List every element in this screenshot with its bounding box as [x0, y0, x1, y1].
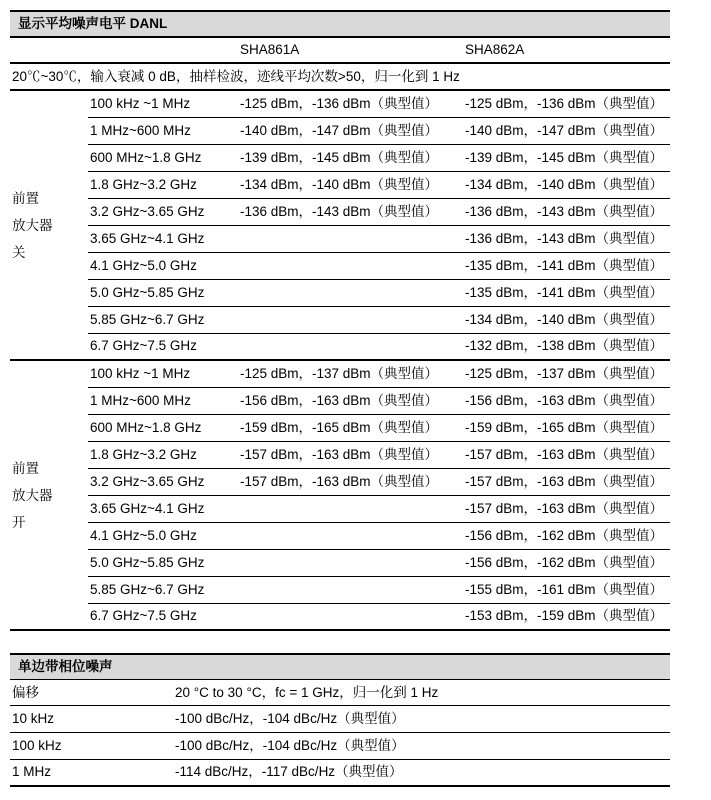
sha862a-value-cell: -156 dBm，-162 dBm（典型值） [465, 528, 664, 543]
danl-row [88, 145, 670, 172]
sha862a-value-cell: -134 dBm，-140 dBm（典型值） [465, 312, 664, 327]
preamp-label-line: 前置 [12, 190, 39, 206]
sha861a-value-cell [240, 280, 465, 306]
danl-row [88, 604, 670, 629]
offset-label-cell: 偏移 [12, 685, 39, 700]
sha861a-value-cell: -140 dBm，-147 dBm（典型值） [240, 123, 439, 138]
phase-noise-table [10, 653, 670, 787]
preamp-label-line: 前置 [12, 460, 39, 476]
frequency-range-cell: 1 MHz~600 MHz [90, 123, 191, 138]
danl-row [88, 334, 670, 359]
preamp-label-line: 放大器 [12, 217, 53, 233]
offset-label-cell: 1 MHz [12, 764, 52, 779]
frequency-range-cell: 5.85 GHz~6.7 GHz [90, 582, 205, 597]
danl-row [88, 199, 670, 226]
sha861a-value-cell: -139 dBm，-145 dBm（典型值） [240, 150, 439, 165]
frequency-range-cell: 4.1 GHz~5.0 GHz [90, 258, 197, 273]
sha861a-value-cell [240, 334, 465, 359]
sha861a-value-cell: -134 dBm，-140 dBm（典型值） [240, 177, 439, 192]
sha861a-value-cell [240, 496, 465, 522]
frequency-range-cell: 3.65 GHz~4.1 GHz [90, 501, 205, 516]
sha862a-value-cell: -136 dBm，-143 dBm（典型值） [465, 231, 664, 246]
sha861a-value-cell: -125 dBm，-137 dBm（典型值） [240, 366, 439, 381]
sha862a-value-cell: -156 dBm，-163 dBm（典型值） [465, 393, 664, 408]
phase-noise-value-cell: -100 dBc/Hz，-104 dBc/Hz（典型值） [175, 738, 405, 753]
sha862a-value-cell: -125 dBm，-136 dBm（典型值） [465, 96, 664, 111]
preamp-state-label [10, 361, 88, 629]
danl-row [88, 442, 670, 469]
danl-rows [88, 91, 670, 359]
preamp-label-line: 关 [12, 244, 26, 260]
frequency-range-cell: 3.2 GHz~3.65 GHz [90, 204, 205, 219]
frequency-range-cell: 5.85 GHz~6.7 GHz [90, 312, 205, 327]
danl-table [10, 10, 670, 631]
danl-column-header-row [10, 38, 670, 64]
danl-row [88, 469, 670, 496]
sha862a-value-cell: -159 dBm，-165 dBm（典型值） [465, 420, 664, 435]
phase-noise-row [10, 680, 670, 706]
sha861a-value-cell: -125 dBm，-136 dBm（典型值） [240, 96, 439, 111]
sha861a-value-cell [240, 604, 465, 629]
frequency-range-cell: 600 MHz~1.8 GHz [90, 420, 202, 435]
sha861a-value-cell: -159 dBm，-165 dBm（典型值） [240, 420, 439, 435]
danl-section-preamp-on [10, 361, 670, 631]
danl-row [88, 118, 670, 145]
sha861a-value-cell [240, 253, 465, 279]
danl-title-band [10, 10, 670, 38]
sha862a-value-cell: -132 dBm，-138 dBm（典型值） [465, 338, 664, 353]
offset-label-cell: 10 kHz [12, 711, 55, 726]
sha862a-value-cell: -139 dBm，-145 dBm（典型值） [465, 150, 664, 165]
phase-noise-value-cell: -114 dBc/Hz，-117 dBc/Hz（典型值） [175, 764, 403, 779]
frequency-range-cell: 4.1 GHz~5.0 GHz [90, 528, 197, 543]
sha862a-value-cell: -155 dBm，-161 dBm（典型值） [465, 582, 664, 597]
danl-condition-row [10, 64, 670, 91]
column-header-sha861a: SHA861A [240, 42, 300, 57]
sha861a-value-cell [240, 307, 465, 333]
sha862a-value-cell: -125 dBm，-137 dBm（典型值） [465, 366, 664, 381]
frequency-range-cell: 100 kHz ~1 MHz [90, 96, 191, 111]
sha861a-value-cell: -157 dBm，-163 dBm（典型值） [240, 474, 439, 489]
frequency-range-cell: 6.7 GHz~7.5 GHz [90, 338, 197, 353]
sha862a-value-cell: -136 dBm，-143 dBm（典型值） [465, 204, 664, 219]
phase-noise-body [10, 680, 670, 787]
danl-row [88, 307, 670, 334]
preamp-label-line: 开 [12, 514, 26, 530]
danl-row [88, 361, 670, 388]
phase-noise-value-cell: 20 °C to 30 °C，fc = 1 GHz，归一化到 1 Hz [175, 685, 439, 700]
phase-noise-title: 单边带相位噪声 [18, 659, 113, 674]
preamp-state-label [10, 91, 88, 359]
danl-condition-text: 20℃~30℃，输入衰减 0 dB，抽样检波，迹线平均次数>50，归一化到 1 Hz [12, 69, 460, 84]
offset-label-cell: 100 kHz [12, 738, 62, 753]
danl-rows [88, 361, 670, 629]
phase-noise-row [10, 733, 670, 760]
sha861a-value-cell: -156 dBm，-163 dBm（典型值） [240, 393, 439, 408]
danl-row [88, 415, 670, 442]
sha862a-value-cell: -153 dBm，-159 dBm（典型值） [465, 608, 664, 623]
phase-noise-value-cell: -100 dBc/Hz，-104 dBc/Hz（典型值） [175, 711, 405, 726]
sha861a-value-cell [240, 226, 465, 252]
frequency-range-cell: 100 kHz ~1 MHz [90, 366, 191, 381]
sha862a-value-cell: -140 dBm，-147 dBm（典型值） [465, 123, 664, 138]
danl-row [88, 496, 670, 523]
frequency-range-cell: 600 MHz~1.8 GHz [90, 150, 202, 165]
phase-noise-row [10, 760, 670, 785]
sha861a-value-cell: -136 dBm，-143 dBm（典型值） [240, 204, 439, 219]
sha862a-value-cell: -134 dBm，-140 dBm（典型值） [465, 177, 664, 192]
danl-section-preamp-off [10, 91, 670, 361]
sha862a-value-cell: -135 dBm，-141 dBm（典型值） [465, 285, 664, 300]
sha862a-value-cell: -157 dBm，-163 dBm（典型值） [465, 447, 664, 462]
danl-row [88, 226, 670, 253]
phase-noise-title-band [10, 653, 670, 680]
preamp-label-line: 放大器 [12, 487, 53, 503]
sha862a-value-cell: -157 dBm，-163 dBm（典型值） [465, 474, 664, 489]
danl-row [88, 388, 670, 415]
sha861a-value-cell: -157 dBm，-163 dBm（典型值） [240, 447, 439, 462]
sha862a-value-cell: -157 dBm，-163 dBm（典型值） [465, 501, 664, 516]
sha862a-value-cell: -135 dBm，-141 dBm（典型值） [465, 258, 664, 273]
danl-row [88, 550, 670, 577]
danl-row [88, 172, 670, 199]
danl-row [88, 280, 670, 307]
sha861a-value-cell [240, 577, 465, 603]
sha861a-value-cell [240, 550, 465, 576]
frequency-range-cell: 1 MHz~600 MHz [90, 393, 191, 408]
danl-row [88, 523, 670, 550]
frequency-range-cell: 5.0 GHz~5.85 GHz [90, 555, 205, 570]
danl-body [10, 91, 670, 631]
frequency-range-cell: 1.8 GHz~3.2 GHz [90, 447, 197, 462]
frequency-range-cell: 1.8 GHz~3.2 GHz [90, 177, 197, 192]
column-header-sha862a: SHA862A [465, 42, 525, 57]
frequency-range-cell: 5.0 GHz~5.85 GHz [90, 285, 205, 300]
danl-row [88, 253, 670, 280]
sha862a-value-cell: -156 dBm，-162 dBm（典型值） [465, 555, 664, 570]
frequency-range-cell: 6.7 GHz~7.5 GHz [90, 608, 197, 623]
danl-title: 显示平均噪声电平 DANL [18, 16, 168, 31]
frequency-range-cell: 3.65 GHz~4.1 GHz [90, 231, 205, 246]
frequency-range-cell: 3.2 GHz~3.65 GHz [90, 474, 205, 489]
danl-row [88, 91, 670, 118]
sha861a-value-cell [240, 523, 465, 549]
danl-row [88, 577, 670, 604]
phase-noise-row [10, 706, 670, 733]
